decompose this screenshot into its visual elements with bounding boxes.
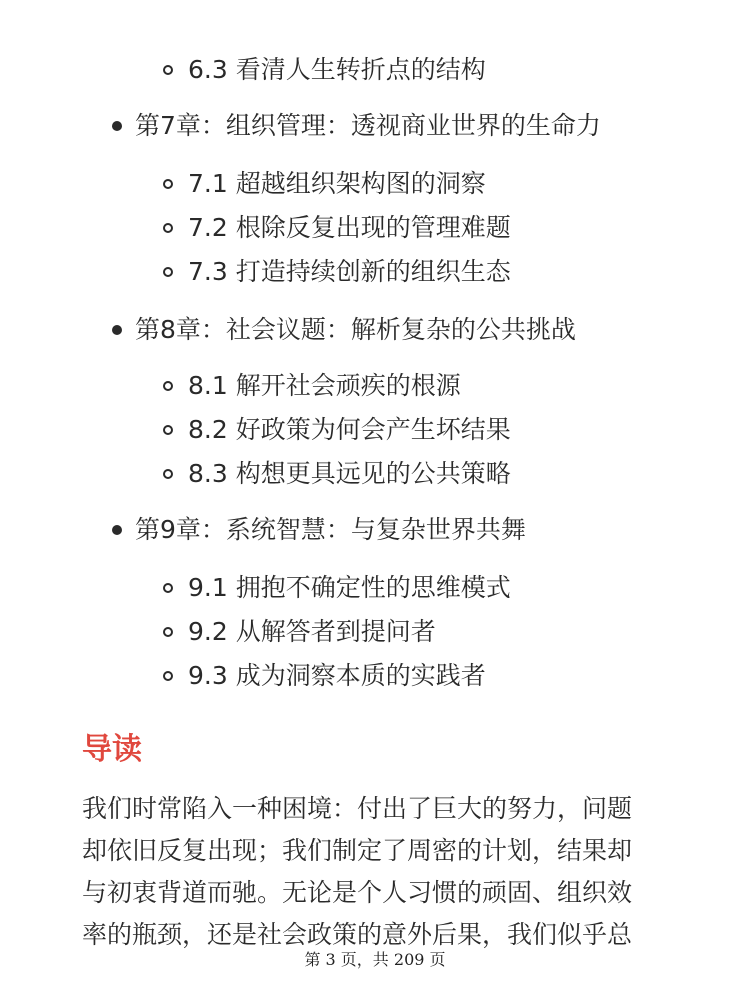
toc-section-9-1[interactable] <box>0 568 750 608</box>
toc-item-label: 8.3 构想更具远见的公共策略 <box>188 459 511 488</box>
toc-item-label: 8.2 好政策为何会产生坏结果 <box>188 415 511 444</box>
toc-item-label: 第9章：系统智慧：与复杂世界共舞 <box>135 515 526 544</box>
circle-bullet-icon <box>163 65 173 75</box>
paragraph-line: 我们时常陷入一种困境：付出了巨大的努力，问题 <box>82 794 633 823</box>
toc-item-label: 第8章：社会议题：解析复杂的公共挑战 <box>135 315 576 344</box>
toc-section-7-1[interactable] <box>0 164 750 204</box>
circle-bullet-icon <box>163 425 173 435</box>
circle-bullet-icon <box>163 381 173 391</box>
toc-section-9-3[interactable] <box>0 656 750 696</box>
intro-paragraph <box>82 788 672 956</box>
toc-section-8-1[interactable] <box>0 366 750 406</box>
page-number-footer: 第 3 页，共 209 页 <box>304 950 446 969</box>
toc-item-label: 9.3 成为洞察本质的实践者 <box>188 661 486 690</box>
disc-bullet-icon <box>112 121 122 131</box>
circle-bullet-icon <box>163 627 173 637</box>
toc-chapter-9[interactable] <box>0 510 750 550</box>
toc-item-label: 7.3 打造持续创新的组织生态 <box>188 257 511 286</box>
toc-item-label: 9.1 拥抱不确定性的思维模式 <box>188 573 511 602</box>
toc-item-label: 7.1 超越组织架构图的洞察 <box>188 169 486 198</box>
paragraph-line: 与初衷背道而驰。无论是个人习惯的顽固、组织效 <box>82 878 633 907</box>
circle-bullet-icon <box>163 179 173 189</box>
toc-section-7-2[interactable] <box>0 208 750 248</box>
toc-chapter-7[interactable] <box>0 106 750 146</box>
toc-item-label: 7.2 根除反复出现的管理难题 <box>188 213 511 242</box>
disc-bullet-icon <box>112 325 122 335</box>
circle-bullet-icon <box>163 583 173 593</box>
circle-bullet-icon <box>163 671 173 681</box>
toc-section-7-3[interactable] <box>0 252 750 292</box>
circle-bullet-icon <box>163 469 173 479</box>
toc-section-8-3[interactable] <box>0 454 750 494</box>
toc-chapter-8[interactable] <box>0 310 750 350</box>
toc-section-6-3[interactable] <box>0 50 750 90</box>
toc-section-8-2[interactable] <box>0 410 750 450</box>
circle-bullet-icon <box>163 267 173 277</box>
toc-section-9-2[interactable] <box>0 612 750 652</box>
paragraph-line: 率的瓶颈，还是社会政策的意外后果，我们似乎总 <box>82 920 633 949</box>
toc-item-label: 第7章：组织管理：透视商业世界的生命力 <box>135 111 601 140</box>
disc-bullet-icon <box>112 525 122 535</box>
circle-bullet-icon <box>163 223 173 233</box>
paragraph-line: 却依旧反复出现；我们制定了周密的计划，结果却 <box>82 836 633 865</box>
toc-item-label: 9.2 从解答者到提问者 <box>188 617 436 646</box>
toc-item-label: 6.3 看清人生转折点的结构 <box>188 55 486 84</box>
toc-item-label: 8.1 解开社会顽疾的根源 <box>188 371 461 400</box>
section-heading-intro: 导读 <box>82 732 142 767</box>
